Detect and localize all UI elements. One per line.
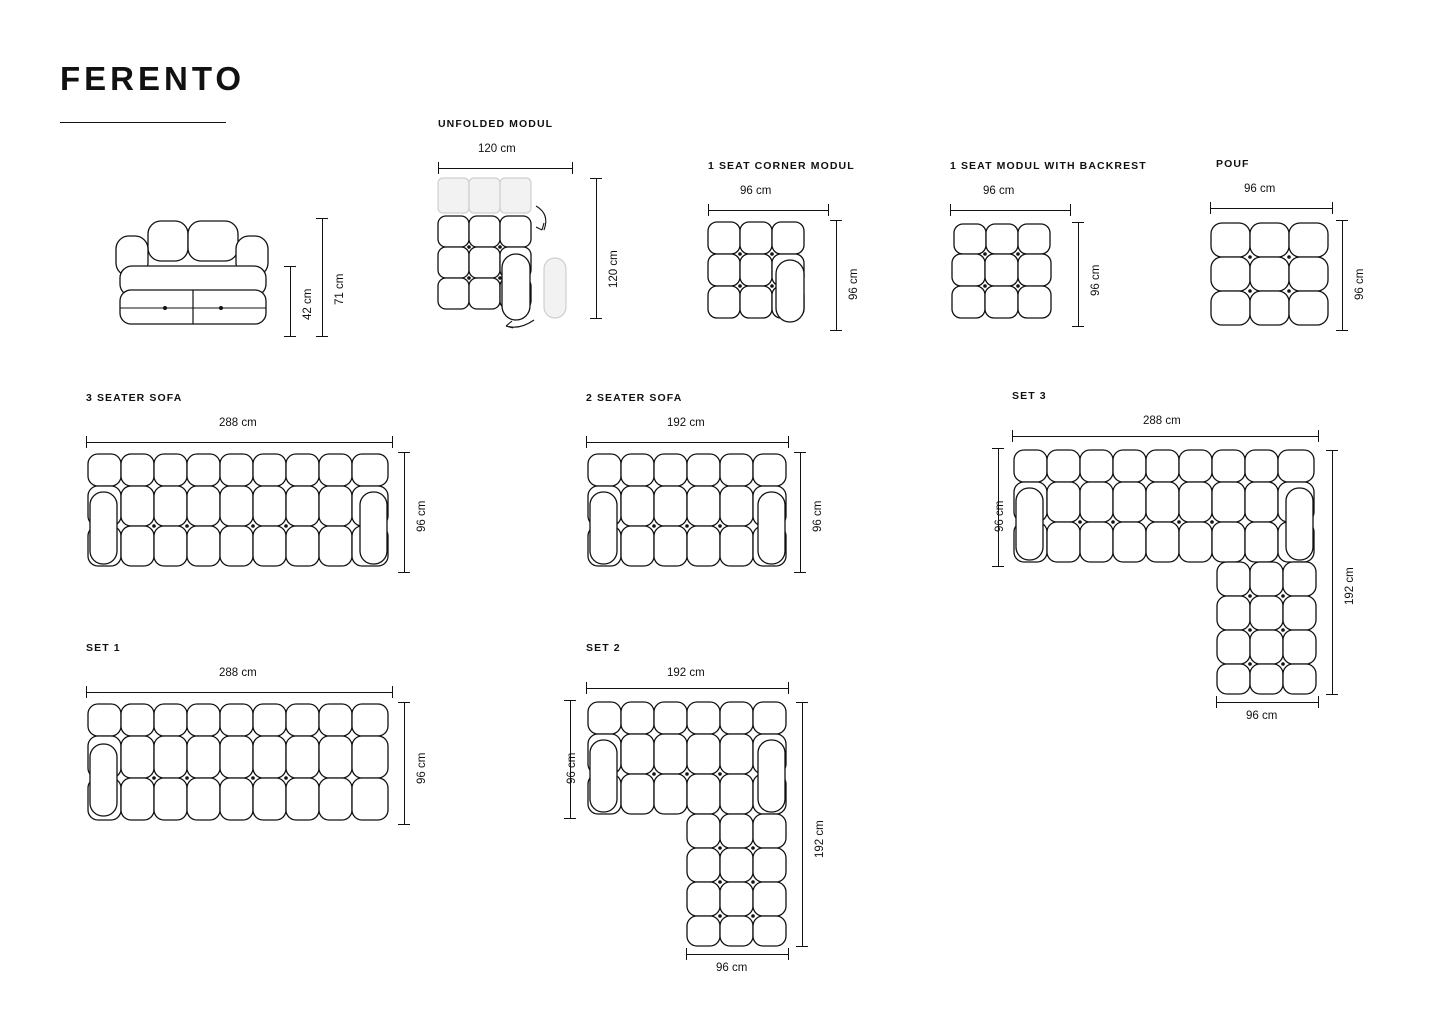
unfolded-depth-tick-bottom <box>590 318 602 319</box>
two-seater-drawing <box>586 452 790 572</box>
set1-width-tick-left <box>86 686 87 698</box>
set3-arm-width-label: 96 cm <box>1246 710 1278 722</box>
label-set2: SET 2 <box>586 642 621 654</box>
front-height-label: 71 cm <box>334 273 346 305</box>
front-71-tick-bottom <box>316 336 328 337</box>
label-modul-backrest: 1 SEAT MODUL WITH BACKREST <box>950 160 1147 172</box>
set3-width-tick-right <box>1318 430 1319 442</box>
corner-width-label: 96 cm <box>740 185 772 197</box>
pouf-width-tick-left <box>1210 202 1211 214</box>
unfolded-width-label: 120 cm <box>478 143 516 155</box>
two-seater-depth-tick-top <box>794 452 806 453</box>
front-71-dim-line <box>322 218 323 336</box>
two-seater-depth-dim-line <box>800 452 801 572</box>
set3-arm-width-tick-right <box>1318 696 1319 708</box>
set1-drawing <box>86 702 394 824</box>
set1-depth-tick-bottom <box>398 824 410 825</box>
corner-depth-dim-line <box>836 220 837 330</box>
unfolded-width-tick-left <box>438 162 439 174</box>
backrest-width-tick-left <box>950 204 951 216</box>
three-seater-depth-tick-bottom <box>398 572 410 573</box>
set2-left-depth-label: 96 cm <box>566 752 578 784</box>
three-seater-width-dim-line <box>86 442 392 443</box>
set1-width-label: 288 cm <box>219 667 257 679</box>
unfolded-width-tick-right <box>572 162 573 174</box>
backrest-width-tick-right <box>1070 204 1071 216</box>
set2-arm-length-dim-line <box>802 702 803 946</box>
front-view-drawing <box>108 218 278 333</box>
label-pouf: POUF <box>1216 158 1250 170</box>
label-two-seater: 2 SEATER SOFA <box>586 392 683 404</box>
three-seater-width-label: 288 cm <box>219 417 257 429</box>
set3-width-dim-line <box>1012 436 1318 437</box>
set3-drawing <box>1012 448 1322 696</box>
pouf-width-dim-line <box>1210 208 1332 209</box>
corner-width-dim-line <box>708 210 828 211</box>
three-seater-depth-label: 96 cm <box>416 500 428 532</box>
set2-arm-length-tick-bottom <box>796 946 808 947</box>
set2-arm-width-dim-line <box>686 954 788 955</box>
front-71-tick-top <box>316 218 328 219</box>
set2-width-dim-line <box>586 688 788 689</box>
set2-arm-width-tick-left <box>686 948 687 960</box>
set2-left-depth-tick-top <box>564 700 576 701</box>
unfolded-depth-tick-top <box>590 178 602 179</box>
pouf-width-tick-right <box>1332 202 1333 214</box>
label-unfolded-modul: UNFOLDED MODUL <box>438 118 554 130</box>
set3-arm-width-tick-left <box>1216 696 1217 708</box>
pouf-width-label: 96 cm <box>1244 183 1276 195</box>
set1-depth-dim-line <box>404 702 405 824</box>
corner-width-tick-left <box>708 204 709 216</box>
unfolded-width-dim-line <box>438 168 572 169</box>
two-seater-width-dim-line <box>586 442 788 443</box>
set3-arm-length-dim-line <box>1332 450 1333 694</box>
set1-depth-label: 96 cm <box>416 752 428 784</box>
three-seater-drawing <box>86 452 394 572</box>
front-42-tick-bottom <box>284 336 296 337</box>
set3-left-depth-tick-bottom <box>992 566 1004 567</box>
three-seater-depth-tick-top <box>398 452 410 453</box>
backrest-depth-tick-top <box>1072 222 1084 223</box>
front-seat-height-label: 42 cm <box>302 288 314 320</box>
set2-width-label: 192 cm <box>667 667 705 679</box>
three-seater-width-tick-right <box>392 436 393 448</box>
unfolded-modul-drawing <box>436 178 576 333</box>
unfolded-depth-label: 120 cm <box>608 250 620 288</box>
two-seater-depth-tick-bottom <box>794 572 806 573</box>
set3-arm-length-tick-bottom <box>1326 694 1338 695</box>
label-three-seater: 3 SEATER SOFA <box>86 392 183 404</box>
pouf-depth-tick-bottom <box>1336 330 1348 331</box>
two-seater-width-tick-right <box>788 436 789 448</box>
label-set1: SET 1 <box>86 642 121 654</box>
set3-arm-length-tick-top <box>1326 450 1338 451</box>
pouf-depth-label: 96 cm <box>1354 268 1366 300</box>
three-seater-depth-dim-line <box>404 452 405 572</box>
set2-left-depth-tick-bottom <box>564 818 576 819</box>
front-42-tick-top <box>284 266 296 267</box>
set3-arm-width-dim-line <box>1216 702 1318 703</box>
backrest-width-label: 96 cm <box>983 185 1015 197</box>
title-underline <box>60 122 226 123</box>
two-seater-width-tick-left <box>586 436 587 448</box>
two-seater-depth-label: 96 cm <box>812 500 824 532</box>
corner-width-tick-right <box>828 204 829 216</box>
set3-left-depth-tick-top <box>992 448 1004 449</box>
set1-width-tick-right <box>392 686 393 698</box>
set2-arm-width-label: 96 cm <box>716 962 748 974</box>
label-corner-modul: 1 SEAT CORNER MODUL <box>708 160 855 172</box>
set2-arm-width-tick-right <box>788 948 789 960</box>
corner-depth-tick-bottom <box>830 330 842 331</box>
set3-left-depth-label: 96 cm <box>994 500 1006 532</box>
pouf-depth-tick-top <box>1336 220 1348 221</box>
corner-depth-label: 96 cm <box>848 268 860 300</box>
page-title: FERENTO <box>60 60 246 97</box>
label-set3: SET 3 <box>1012 390 1047 402</box>
set3-arm-length-label: 192 cm <box>1344 567 1356 605</box>
backrest-depth-tick-bottom <box>1072 326 1084 327</box>
set2-width-tick-right <box>788 682 789 694</box>
set1-depth-tick-top <box>398 702 410 703</box>
corner-depth-tick-top <box>830 220 842 221</box>
set3-width-label: 288 cm <box>1143 415 1181 427</box>
pouf-depth-dim-line <box>1342 220 1343 330</box>
modul-backrest-drawing <box>948 222 1070 326</box>
set2-drawing <box>586 700 790 948</box>
set2-arm-length-label: 192 cm <box>814 820 826 858</box>
unfolded-depth-dim-line <box>596 178 597 318</box>
set2-width-tick-left <box>586 682 587 694</box>
pouf-drawing <box>1208 220 1334 330</box>
front-42-dim-line <box>290 266 291 336</box>
corner-modul-drawing <box>706 220 828 330</box>
backrest-depth-label: 96 cm <box>1090 264 1102 296</box>
two-seater-width-label: 192 cm <box>667 417 705 429</box>
set1-width-dim-line <box>86 692 392 693</box>
backrest-depth-dim-line <box>1078 222 1079 326</box>
set3-width-tick-left <box>1012 430 1013 442</box>
backrest-width-dim-line <box>950 210 1070 211</box>
three-seater-width-tick-left <box>86 436 87 448</box>
set2-arm-length-tick-top <box>796 702 808 703</box>
